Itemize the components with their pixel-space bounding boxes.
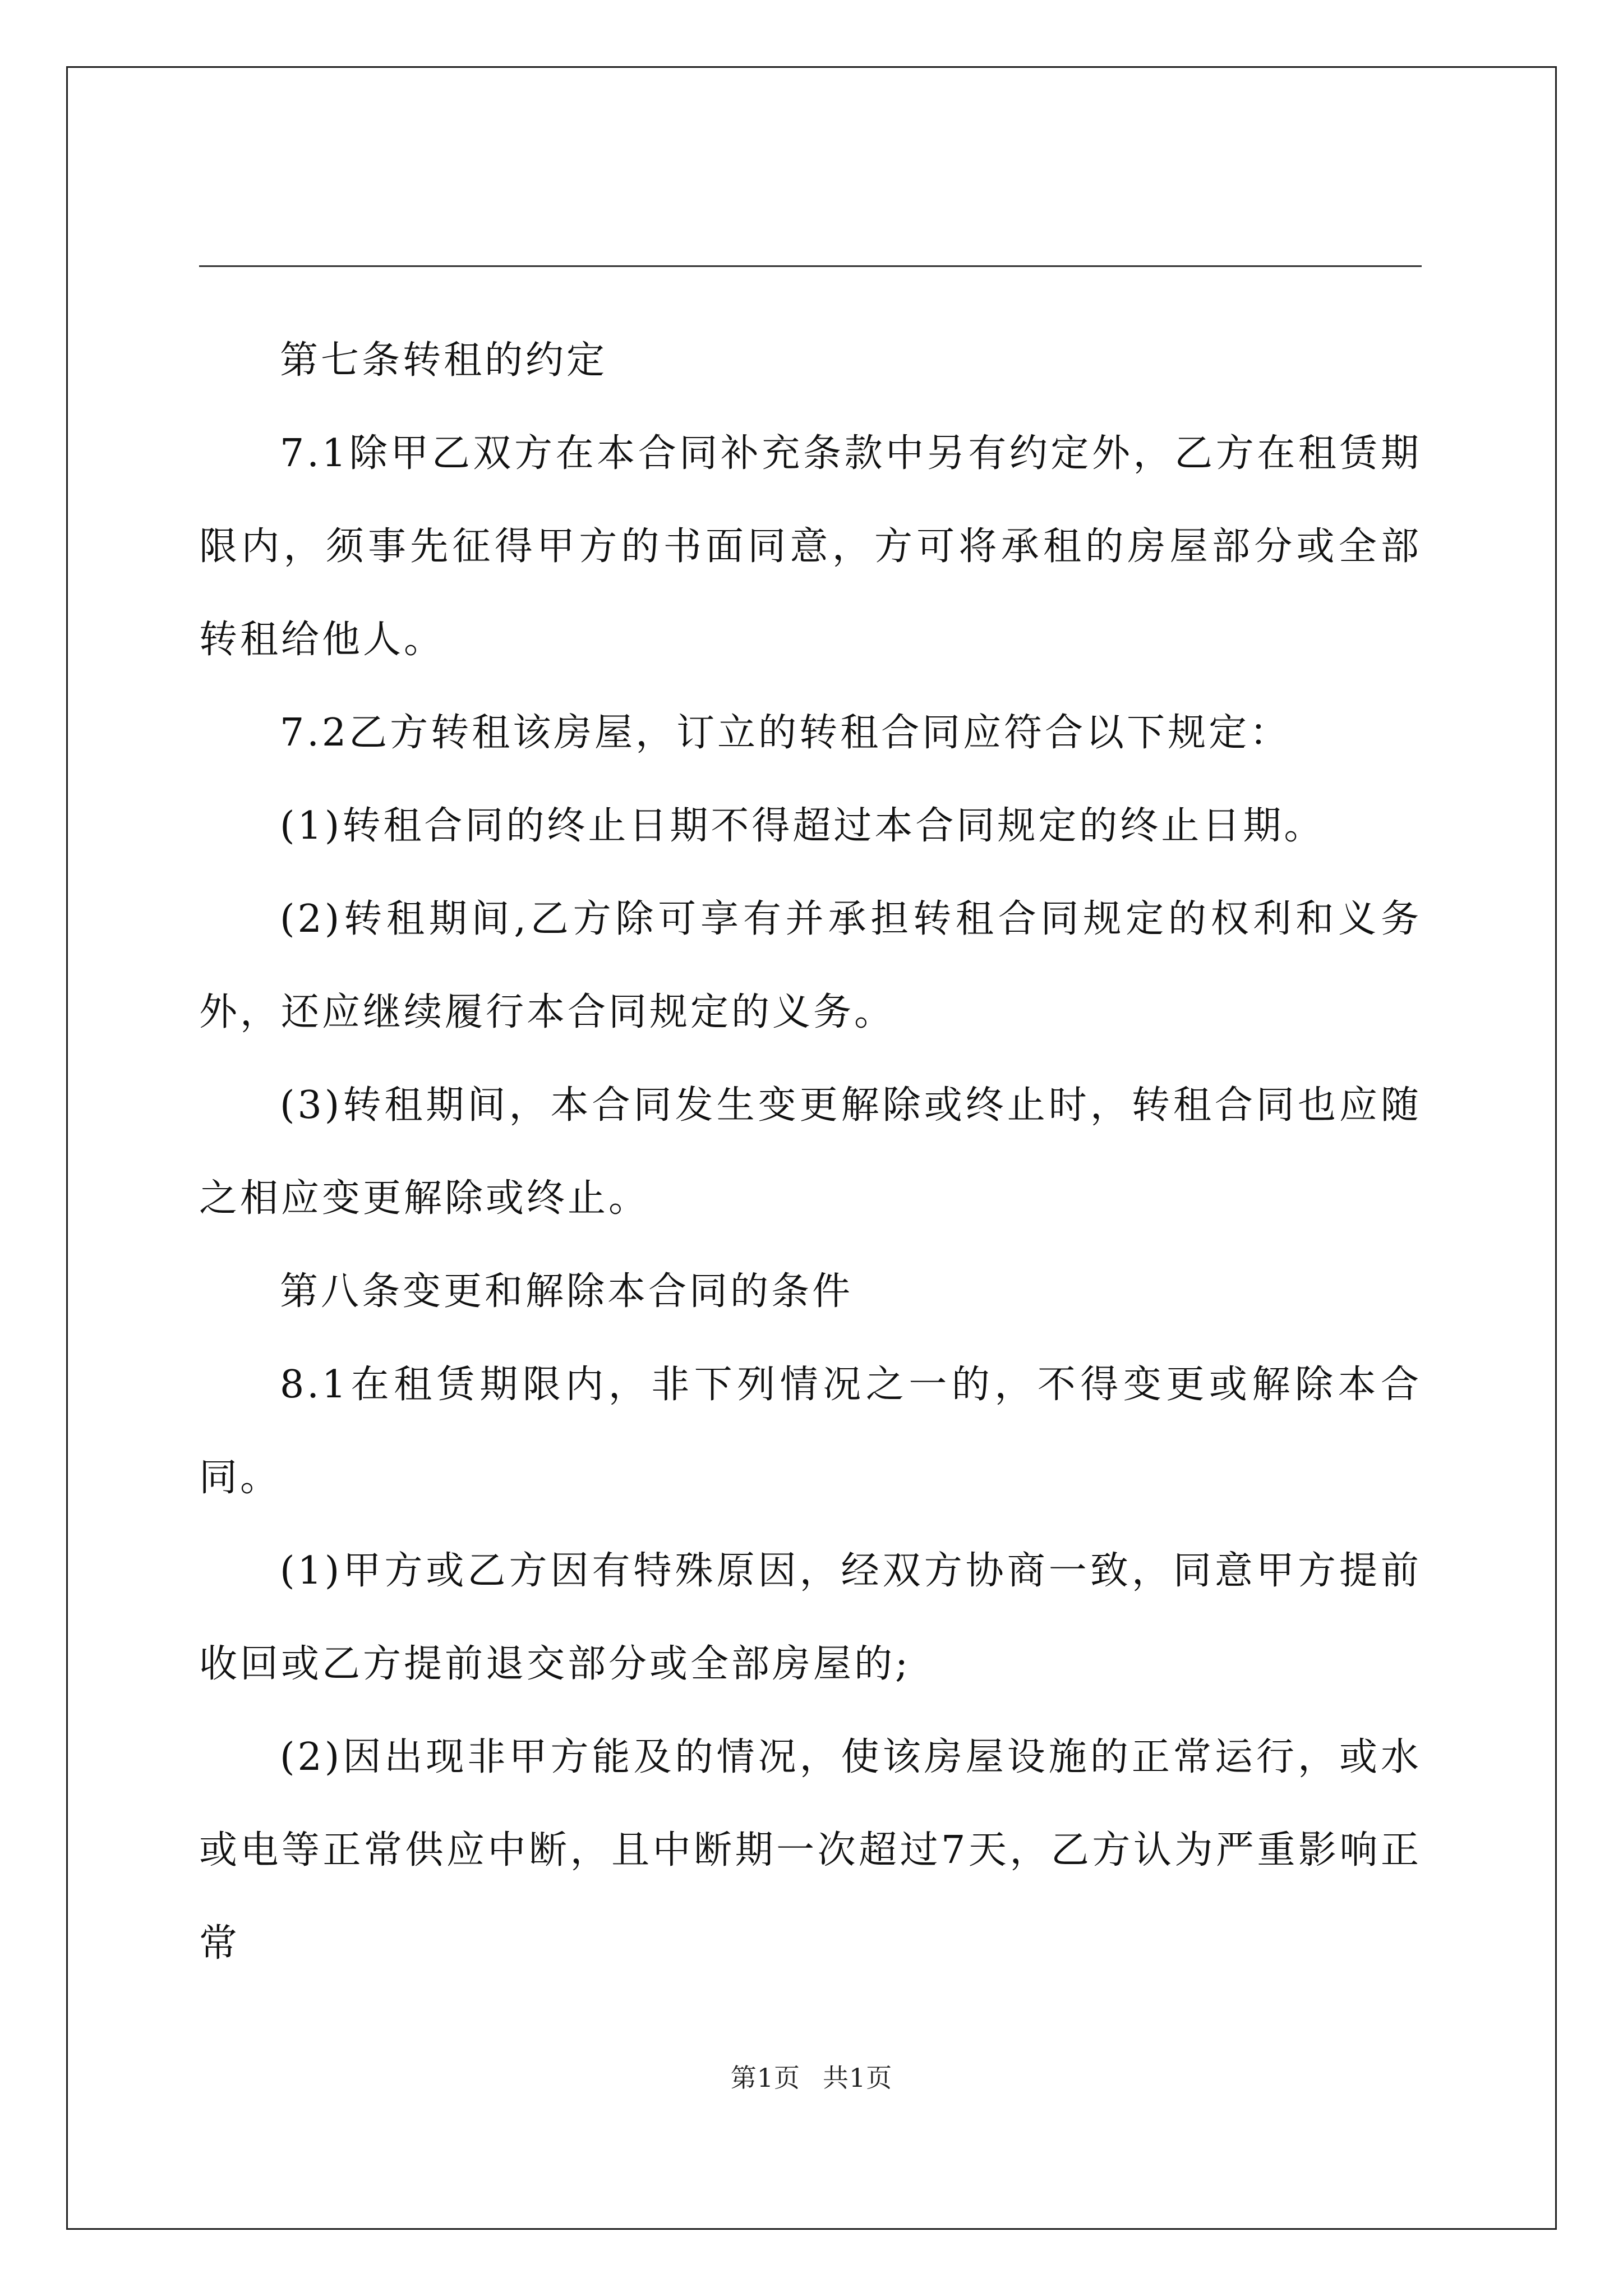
page-number-current: 第1页 — [730, 2063, 800, 2093]
document-body — [199, 314, 1422, 1990]
clause-7-2-item-1: (1)转租合同的终止日期不得超过本合同规定的终止日期。 — [280, 804, 1325, 848]
clause-8-1-item-1: (1)甲方或乙方因有特殊原因，经双方协商一致，同意甲方提前收回或乙方提前退交部分或全部房屋的; — [199, 1549, 1422, 1686]
clause-7-2: 7.2乙方转租该房屋，订立的转租合同应符合以下规定： — [280, 711, 1291, 755]
page-number-total: 共1页 — [823, 2063, 893, 2093]
page-footer — [0, 2058, 1623, 2095]
section-7-heading: 第七条转租的约定 — [280, 338, 608, 383]
clause-7-2-item-3: (3)转租期间，本合同发生变更解除或终止时，转租合同也应随之相应变更解除或终止。 — [199, 1083, 1422, 1221]
clause-8-1: 8.1在租赁期限内，非下列情况之一的，不得变更或解除本合同。 — [199, 1363, 1422, 1500]
clause-7-1: 7.1除甲乙双方在本合同补充条款中另有约定外，乙方在租赁期限内，须事先征得甲方的书面同意，方可将承租的房屋部分或全部转租给他人。 — [199, 431, 1422, 662]
section-8-heading: 第八条变更和解除本合同的条件 — [280, 1269, 854, 1314]
clause-8-1-item-2: (2)因出现非甲方能及的情况，使该房屋设施的正常运行，或水或电等正常供应中断，且中断期一次超过7天，乙方认为严重影响正常 — [199, 1735, 1422, 1966]
header-rule — [199, 265, 1422, 267]
clause-7-2-item-2: (2)转租期间,乙方除可享有并承担转租合同规定的权利和义务外，还应继续履行本合同规定的义务。 — [199, 897, 1422, 1034]
